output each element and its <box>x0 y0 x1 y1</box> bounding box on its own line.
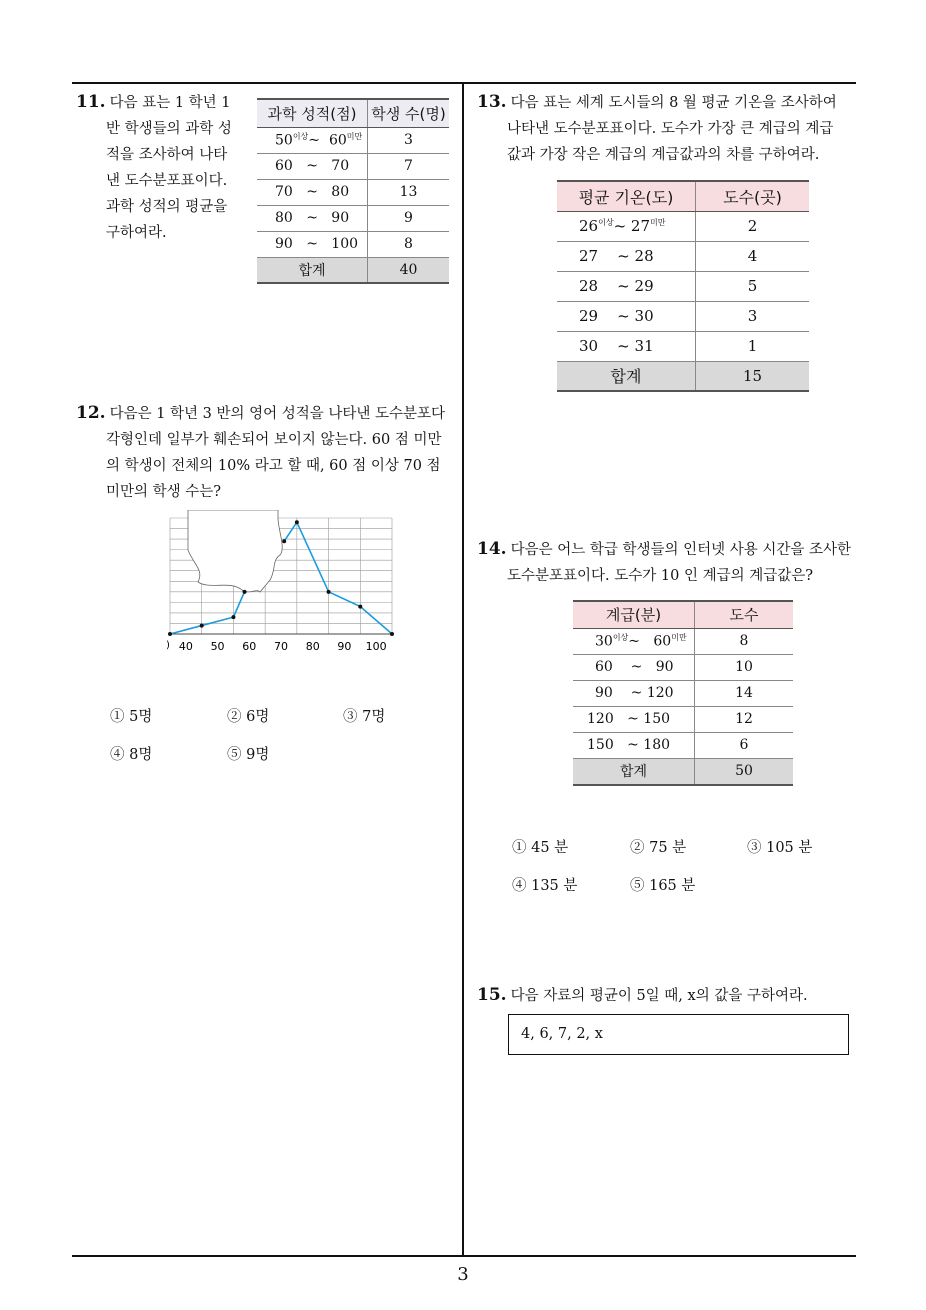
tilde: ~ <box>613 217 627 235</box>
table-row <box>573 628 793 654</box>
q12-line-3: 의 학생이 전체의 10% 라고 할 때, 60 점 이상 70 점 <box>106 458 441 474</box>
frequency-polygon-chart <box>160 510 400 660</box>
tilde: ~ <box>617 337 630 355</box>
tilde: ~ <box>306 184 318 200</box>
class-from: 80 <box>275 210 293 226</box>
count-cell: 3 <box>696 301 810 331</box>
class-from: 26 <box>579 217 599 235</box>
table-row <box>257 231 449 257</box>
table-row <box>557 271 809 301</box>
q13-line-3: 값과 가장 작은 계급의 계급값과의 차를 구하여라. <box>507 147 820 163</box>
count-cell: 12 <box>695 706 794 732</box>
question-number: 12. <box>76 403 106 423</box>
question-11 <box>76 89 251 246</box>
x-tick-label: 70 <box>274 640 288 653</box>
q11-line-2: 반 학생들의 과학 성 <box>106 121 232 137</box>
table-header: 계급(분) <box>573 601 695 628</box>
q13-frequency-table <box>557 180 809 392</box>
total-row <box>557 361 809 391</box>
table-header: 도수 <box>695 601 794 628</box>
q11-line-5: 과학 성적의 평균을 <box>106 199 228 215</box>
question-12 <box>76 400 460 505</box>
class-from: 90 <box>595 685 613 701</box>
tilde: ~ <box>306 158 318 174</box>
class-from: 120 <box>587 711 614 727</box>
q14-frequency-table <box>573 600 793 786</box>
data-point <box>231 615 235 619</box>
sup-label: 이상 <box>598 218 614 227</box>
tilde: ~ <box>306 210 318 226</box>
total-label: 합계 <box>557 361 696 391</box>
q11-line-1: 다음 표는 1 학년 1 <box>109 95 231 111</box>
class-to: 90 <box>331 210 350 226</box>
class-from: 30 <box>595 633 613 650</box>
tilde: ~ <box>627 737 639 753</box>
q15-text: 다음 자료의 평균이 5일 때, x의 값을 구하여라. <box>510 988 808 1004</box>
table-header: 도수(곳) <box>696 181 810 211</box>
data-point <box>390 632 394 636</box>
table-row <box>573 732 793 758</box>
option-3[interactable]: ③ 7명 <box>343 709 386 725</box>
q11-line-4: 낸 도수분포표이다. <box>106 173 228 189</box>
count-cell: 1 <box>696 331 810 361</box>
x-tick-label: 40 <box>178 640 193 653</box>
count-cell: 2 <box>696 211 810 241</box>
class-from: 60 <box>595 659 613 675</box>
count-cell: 8 <box>368 231 450 257</box>
table-row <box>557 211 809 241</box>
class-from: 30 <box>579 337 599 355</box>
class-from: 27 <box>579 247 599 265</box>
count-cell: 8 <box>695 628 794 654</box>
count-cell: 13 <box>368 179 450 205</box>
class-to: 90 <box>655 659 674 675</box>
q13-line-2: 나타낸 도수분포표이다. 도수가 가장 큰 계급의 계급 <box>507 121 834 137</box>
sup-label: 미만 <box>650 218 666 227</box>
q11-frequency-table <box>257 98 449 284</box>
tilde: ~ <box>306 236 318 252</box>
class-from: 50 <box>275 132 293 149</box>
total-row <box>573 758 793 785</box>
table-row <box>557 331 809 361</box>
option-1[interactable]: ① 45 분 <box>512 840 569 856</box>
total-value: 50 <box>695 758 794 785</box>
q11-line-6: 구하여라. <box>106 225 167 241</box>
option-4[interactable]: ④ 8명 <box>110 747 153 763</box>
class-to: 150 <box>643 711 671 727</box>
q12-line-2: 각형인데 일부가 훼손되어 보이지 않는다. 60 점 미만 <box>106 432 442 448</box>
question-number: 11. <box>76 92 106 112</box>
table-row <box>257 127 449 153</box>
x-tick-label: 100 <box>365 640 387 653</box>
top-rule <box>72 82 856 84</box>
class-to: 120 <box>646 685 674 701</box>
question-number: 13. <box>477 92 507 112</box>
x-tick-labels <box>166 640 387 653</box>
class-to: 30 <box>634 307 654 325</box>
option-1[interactable]: ① 5명 <box>110 709 153 725</box>
bottom-rule <box>72 1255 856 1257</box>
class-to: 100 <box>331 236 359 252</box>
q14-line-1: 다음은 어느 학급 학생들의 인터넷 사용 시간을 조사한 <box>510 542 851 558</box>
tilde: ~ <box>617 247 630 265</box>
option-5[interactable]: ⑤ 165 분 <box>630 878 696 894</box>
data-point <box>295 520 299 524</box>
table-row <box>573 706 793 732</box>
tilde: ~ <box>627 711 639 727</box>
table-row <box>573 680 793 706</box>
torn-region <box>188 510 282 592</box>
count-cell: 5 <box>696 271 810 301</box>
q11-line-3: 적을 조사하여 나타 <box>106 147 228 163</box>
data-point <box>200 624 204 628</box>
class-from: 60 <box>275 158 293 174</box>
data-point <box>327 590 331 594</box>
table-row <box>557 301 809 331</box>
class-to: 60 <box>653 633 672 650</box>
q13-line-1: 다음 표는 세계 도시들의 8 월 평균 기온을 조사하여 <box>510 95 837 111</box>
table-row <box>257 179 449 205</box>
question-number: 15. <box>477 985 507 1005</box>
class-to: 70 <box>331 158 350 174</box>
tilde: ~ <box>308 132 321 149</box>
class-from: 29 <box>579 307 599 325</box>
q12-line-1: 다음은 1 학년 3 반의 영어 성적을 나타낸 도수분포다 <box>109 406 446 422</box>
tilde: ~ <box>630 685 643 701</box>
total-label: 합계 <box>573 758 695 785</box>
data-point <box>243 590 247 594</box>
table-row <box>257 205 449 231</box>
sup-label: 미만 <box>346 132 363 142</box>
total-value: 40 <box>368 257 450 283</box>
column-divider <box>462 82 464 1257</box>
class-from: 90 <box>275 236 293 252</box>
count-cell: 6 <box>695 732 794 758</box>
sup-label: 이상 <box>612 633 629 643</box>
total-row <box>257 257 449 283</box>
sup-label: 미만 <box>671 633 687 643</box>
table-row <box>573 654 793 680</box>
x-tick-label: 80 <box>305 640 320 653</box>
class-to: 80 <box>331 184 350 200</box>
total-value: 15 <box>696 361 810 391</box>
origin-label: ) <box>166 640 170 651</box>
x-tick-label: 60 <box>242 640 257 653</box>
count-cell: 9 <box>368 205 450 231</box>
data-point <box>282 539 286 543</box>
x-tick-label: 90 <box>337 640 352 653</box>
class-to: 28 <box>634 247 654 265</box>
count-cell: 14 <box>695 680 794 706</box>
question-13 <box>477 89 861 168</box>
tilde: ~ <box>617 307 630 325</box>
q12-line-4: 미만의 학생 수는? <box>106 484 222 500</box>
option-4[interactable]: ④ 135 분 <box>512 878 578 894</box>
count-cell: 4 <box>696 241 810 271</box>
tilde: ~ <box>628 633 641 650</box>
page-number: 3 <box>457 1264 469 1285</box>
option-3[interactable]: ③ 105 분 <box>747 840 813 856</box>
option-2[interactable]: ② 6명 <box>227 709 270 725</box>
question-14 <box>477 536 861 589</box>
count-cell: 7 <box>368 153 450 179</box>
tilde: ~ <box>630 659 643 675</box>
class-from: 150 <box>587 737 614 753</box>
data-point <box>168 632 172 636</box>
x-tick-label: 50 <box>210 640 225 653</box>
table-row <box>257 153 449 179</box>
option-5[interactable]: ⑤ 9명 <box>227 747 270 763</box>
class-to: 31 <box>634 337 654 355</box>
data-point <box>358 605 362 609</box>
count-cell: 3 <box>368 127 450 153</box>
class-to: 27 <box>630 217 651 235</box>
class-from: 70 <box>275 184 293 200</box>
q15-data-box: 4, 6, 7, 2, x <box>508 1014 849 1055</box>
class-from: 28 <box>579 277 599 295</box>
class-to: 29 <box>634 277 654 295</box>
q14-line-2: 도수분포표이다. 도수가 10 인 계급의 계급값은? <box>507 568 814 584</box>
total-label: 합계 <box>257 257 368 283</box>
sup-label: 이상 <box>292 132 309 142</box>
table-header: 평균 기온(도) <box>557 181 696 211</box>
option-2[interactable]: ② 75 분 <box>630 840 687 856</box>
question-number: 14. <box>477 539 507 559</box>
class-to: 180 <box>643 737 671 753</box>
table-row <box>557 241 809 271</box>
question-15 <box>477 982 861 1009</box>
class-to: 60 <box>328 132 347 149</box>
count-cell: 10 <box>695 654 794 680</box>
tilde: ~ <box>617 277 630 295</box>
table-header: 학생 수(명) <box>368 99 450 127</box>
table-header: 과학 성적(점) <box>257 99 368 127</box>
